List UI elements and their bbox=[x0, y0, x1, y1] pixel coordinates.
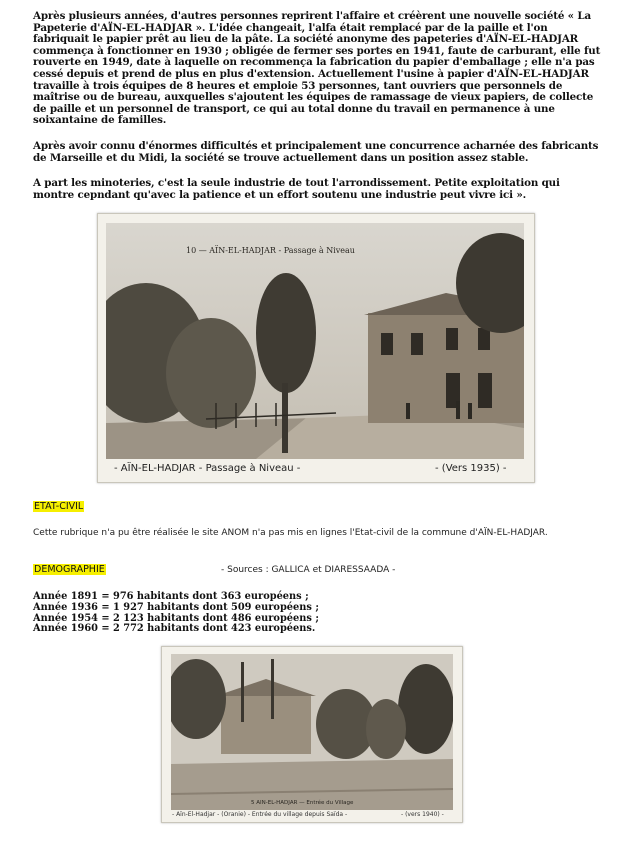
postcard-passage-a-niveau bbox=[97, 213, 535, 483]
postcard-date-2: - (vers 1940) - bbox=[401, 811, 444, 818]
postcard-date-1: - (Vers 1935) - bbox=[435, 463, 507, 474]
postcard-caption-2: - Aïn-El-Hadjar - (Oranie) - Entrée du village depuis Saïda - bbox=[172, 811, 348, 818]
postcard-caption-1: - AÏN-EL-HADJAR - Passage à Niveau - bbox=[114, 463, 301, 474]
section-heading-demographie: DEMOGRAPHIE bbox=[34, 564, 105, 575]
paragraph-history: Après plusieurs années, d'autres personnes reprirent l'affaire et créèrent une nouvelle société « La Papeterie d'AÏN-EL-HADJAR ». L'idée changeait, l'alfa était remplacé par de la paille et l'on fabriquait le papier prêt au lieu de la pâte. La société anonyme des papeteries d'AÏN-EL-HADJAR commença à fonctionner en 1930 ; obligée de fermer ses portes en 1941, faute de carburant, elle fut rouverte en 1949, date à laquelle on recommença la fabrication du papier d'emballage ; elle n'a pas cessé depuis et prend de plus en plus d'extension. Actuellement l'usine à papier d'AÏN-EL-HADJAR travaille à trois équipes de 8 heures et emploie 53 personnes, tant ouvriers que personnels de maîtrise ou de bureau, auxquelles s'ajoutent les équipes de ramassage de vieux papiers, de collecte de paille et un personnel de transport, ce qui au total donne du travail en permanence à une soixantaine de familles. bbox=[33, 10, 601, 127]
postcard-printed-title-1: 10 — AÏN-EL-HADJAR - Passage à Niveau bbox=[186, 246, 355, 255]
postcard-entree-du-village bbox=[161, 646, 463, 823]
postcard-printed-title-2: 5 AIN-EL-HADJAR — Entrée du Village bbox=[251, 800, 354, 806]
postcard-photo-2 bbox=[171, 654, 453, 810]
paragraph-industry: A part les minoteries, c'est la seule industrie de tout l'arrondissement. Petite exploitation qui montre cepndant qu'avec la patience et un effort soutenu une industrie peut vivre ici ». bbox=[33, 177, 560, 201]
postcard-photo-1 bbox=[106, 223, 524, 459]
population-year-1954: Année 1954 = 2 123 habitants dont 486 européens ; bbox=[33, 612, 319, 624]
population-list bbox=[33, 592, 319, 635]
population-year-1936: Année 1936 = 1 927 habitants dont 509 européens ; bbox=[33, 601, 319, 613]
paragraph-difficulties: Après avoir connu d'énormes difficultés et principalement une concurrence acharnée des fabricants de Marseille et du Midi, la société se trouve actuellement dans un position assez stable. bbox=[33, 140, 599, 164]
etat-civil-text: Cette rubrique n'a pu être réalisée le site ANOM n'a pas mis en lignes l'Etat-civil de la commune d'AÏN-EL-HADJAR. bbox=[33, 528, 548, 538]
population-year-1891: Année 1891 = 976 habitants dont 363 européens ; bbox=[33, 591, 309, 602]
demographie-sources: - Sources : GALLICA et DIARESSAADA - bbox=[221, 565, 396, 575]
section-heading-etat-civil: ETAT-CIVIL bbox=[34, 501, 84, 512]
population-year-1960: Année 1960 = 2 772 habitants dont 423 européens. bbox=[33, 623, 316, 635]
